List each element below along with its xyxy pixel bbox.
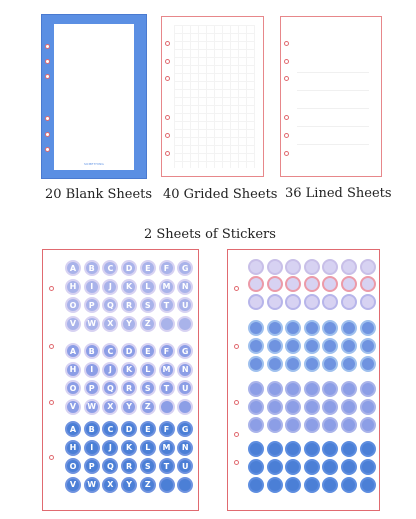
- letter-sticker: S: [140, 380, 156, 396]
- dot-sticker: [267, 276, 283, 292]
- letter-sticker: X: [102, 316, 118, 332]
- letter-sticker: V: [65, 399, 81, 415]
- dot-sticker: [248, 477, 264, 493]
- letter-sticker: O: [65, 458, 81, 474]
- punch-hole: [165, 41, 170, 46]
- punch-hole: [284, 59, 289, 64]
- dot-sticker: [322, 381, 338, 397]
- dot-sticker: [360, 276, 376, 292]
- lined-sheet: [280, 16, 382, 177]
- dot-sticker: [304, 338, 320, 354]
- alphabet-sticker-sheet: [42, 249, 199, 511]
- letter-sticker: A: [65, 421, 81, 437]
- letter-sticker: W: [84, 399, 100, 415]
- dot-sticker: [341, 276, 357, 292]
- dot-sticker: [285, 477, 301, 493]
- letter-sticker: F: [159, 343, 175, 359]
- letter-sticker: J: [102, 362, 118, 378]
- letter-sticker: N: [177, 279, 193, 295]
- dot-sticker: [341, 459, 357, 475]
- blank-sheet: [41, 14, 147, 179]
- grided-sheet: [161, 16, 264, 177]
- dot-sticker: [341, 259, 357, 275]
- dot-sticker: [304, 441, 320, 457]
- blank-sticker: [177, 316, 193, 332]
- dot-sticker: [304, 417, 320, 433]
- letter-sticker: I: [84, 440, 100, 456]
- letter-sticker: I: [84, 279, 100, 295]
- letter-sticker: E: [140, 421, 156, 437]
- letter-sticker: N: [177, 362, 193, 378]
- dot-sticker: [267, 338, 283, 354]
- letter-sticker: Q: [102, 297, 118, 313]
- letter-sticker: Y: [121, 399, 137, 415]
- dot-sticker: [304, 259, 320, 275]
- punch-hole: [165, 133, 170, 138]
- blank-sticker: [177, 477, 193, 493]
- dot-sticker: [341, 441, 357, 457]
- dot-sticker: [322, 259, 338, 275]
- dot-sticker: [267, 356, 283, 372]
- dot-sticker: [285, 338, 301, 354]
- letter-sticker: R: [121, 458, 137, 474]
- letter-sticker: J: [102, 440, 118, 456]
- letter-sticker: C: [102, 343, 118, 359]
- dot-sticker: [341, 399, 357, 415]
- dot-sticker: [248, 381, 264, 397]
- letter-sticker: B: [84, 260, 100, 276]
- punch-hole: [165, 59, 170, 64]
- letter-sticker: E: [140, 260, 156, 276]
- letter-sticker: Y: [121, 316, 137, 332]
- letter-sticker: W: [84, 316, 100, 332]
- punch-hole: [234, 400, 239, 405]
- letter-sticker: V: [65, 316, 81, 332]
- punch-hole: [165, 115, 170, 120]
- punch-hole: [284, 115, 289, 120]
- letter-sticker: D: [121, 343, 137, 359]
- dot-sticker: [285, 276, 301, 292]
- dot-sticker: [285, 399, 301, 415]
- dot-sticker: [285, 417, 301, 433]
- dot-sticker: [267, 459, 283, 475]
- ruled-line: [297, 108, 369, 109]
- punch-hole: [234, 344, 239, 349]
- letter-sticker: R: [121, 380, 137, 396]
- dot-sticker: [322, 441, 338, 457]
- dot-sticker: [304, 320, 320, 336]
- letter-sticker: P: [84, 297, 100, 313]
- letter-sticker: W: [84, 477, 100, 493]
- ruled-line: [297, 126, 369, 127]
- caption-lined: 36 Lined Sheets: [285, 186, 392, 201]
- letter-sticker: B: [84, 343, 100, 359]
- punch-hole: [284, 151, 289, 156]
- letter-sticker: H: [65, 440, 81, 456]
- dot-sticker: [304, 477, 320, 493]
- letter-sticker: P: [84, 458, 100, 474]
- letter-sticker: N: [177, 440, 193, 456]
- letter-sticker: K: [121, 440, 137, 456]
- blank-sticker: [177, 399, 193, 415]
- dot-sticker: [304, 459, 320, 475]
- letter-sticker: J: [102, 279, 118, 295]
- dot-sticker: [341, 381, 357, 397]
- letter-sticker: L: [140, 440, 156, 456]
- blank-sheet-brand: SOMETHING: [83, 162, 105, 166]
- letter-sticker: G: [177, 343, 193, 359]
- dot-sticker: [285, 381, 301, 397]
- dot-sticker: [267, 294, 283, 310]
- ruled-line: [297, 90, 369, 91]
- caption-blank: 20 Blank Sheets: [45, 187, 153, 202]
- dot-sticker: [267, 320, 283, 336]
- dot-sticker: [285, 459, 301, 475]
- dot-sticker: [360, 399, 376, 415]
- letter-sticker: T: [159, 380, 175, 396]
- punch-hole: [49, 455, 54, 460]
- dot-sticker: [322, 294, 338, 310]
- dot-sticker: [248, 441, 264, 457]
- letter-sticker: X: [102, 477, 118, 493]
- blank-sticker: [159, 477, 175, 493]
- dot-sticker: [360, 417, 376, 433]
- dot-sticker: [267, 417, 283, 433]
- dot-sticker: [285, 320, 301, 336]
- dot-sticker: [341, 320, 357, 336]
- dot-sticker: [248, 320, 264, 336]
- letter-sticker: G: [177, 421, 193, 437]
- ruled-line: [297, 144, 369, 145]
- dot-sticker: [248, 399, 264, 415]
- dot-sticker: [248, 338, 264, 354]
- letter-sticker: F: [159, 421, 175, 437]
- punch-hole: [234, 286, 239, 291]
- dot-sticker: [360, 259, 376, 275]
- punch-hole: [45, 132, 50, 137]
- letter-sticker: S: [140, 297, 156, 313]
- blank-sheet-page: [54, 24, 134, 170]
- letter-sticker: Y: [121, 477, 137, 493]
- letter-sticker: U: [177, 458, 193, 474]
- letter-sticker: H: [65, 279, 81, 295]
- letter-sticker: O: [65, 297, 81, 313]
- dot-sticker: [360, 294, 376, 310]
- grid-pattern: [174, 25, 255, 168]
- punch-hole: [165, 151, 170, 156]
- punch-hole: [49, 400, 54, 405]
- dot-sticker: [322, 320, 338, 336]
- dot-sticker: [248, 459, 264, 475]
- letter-sticker: L: [140, 279, 156, 295]
- punch-hole: [49, 344, 54, 349]
- letter-sticker: Z: [140, 477, 156, 493]
- dot-sticker: [322, 356, 338, 372]
- dot-sticker: [360, 320, 376, 336]
- letter-sticker: G: [177, 260, 193, 276]
- dot-sticker: [322, 477, 338, 493]
- dot-sticker: [248, 356, 264, 372]
- letter-sticker: S: [140, 458, 156, 474]
- letter-sticker: A: [65, 343, 81, 359]
- dot-sticker: [267, 477, 283, 493]
- punch-hole: [284, 41, 289, 46]
- letter-sticker: F: [159, 260, 175, 276]
- letter-sticker: K: [121, 362, 137, 378]
- letter-sticker: E: [140, 343, 156, 359]
- punch-hole: [284, 76, 289, 81]
- dot-sticker: [267, 441, 283, 457]
- dot-sticker: [341, 477, 357, 493]
- letter-sticker: D: [121, 421, 137, 437]
- punch-hole: [45, 147, 50, 152]
- letter-sticker: U: [177, 297, 193, 313]
- dot-sticker: [267, 259, 283, 275]
- dot-sticker: [248, 417, 264, 433]
- dot-sticker: [360, 477, 376, 493]
- blank-sticker: [159, 316, 175, 332]
- letter-sticker: T: [159, 297, 175, 313]
- dot-sticker: [267, 399, 283, 415]
- dot-sticker: [322, 399, 338, 415]
- dot-sticker: [285, 356, 301, 372]
- ruled-line: [297, 72, 369, 73]
- dot-sticker: [304, 356, 320, 372]
- punch-hole: [284, 133, 289, 138]
- dot-sticker: [304, 294, 320, 310]
- dot-sticker: [360, 459, 376, 475]
- dot-sticker: [360, 441, 376, 457]
- letter-sticker: T: [159, 458, 175, 474]
- dot-sticker: [248, 294, 264, 310]
- letter-sticker: M: [159, 440, 175, 456]
- letter-sticker: Q: [102, 458, 118, 474]
- dot-sticker: [360, 338, 376, 354]
- dot-sticker: [360, 381, 376, 397]
- dot-sticker: [304, 399, 320, 415]
- dot-sticker: [304, 381, 320, 397]
- dot-sticker: [304, 276, 320, 292]
- caption-stickers: 2 Sheets of Stickers: [144, 227, 276, 242]
- dot-sticker: [248, 259, 264, 275]
- punch-hole: [49, 286, 54, 291]
- letter-sticker: V: [65, 477, 81, 493]
- dot-sticker: [322, 459, 338, 475]
- punch-hole: [45, 44, 50, 49]
- letter-sticker: H: [65, 362, 81, 378]
- punch-hole: [45, 59, 50, 64]
- dot-sticker: [285, 259, 301, 275]
- dot-sticker: [285, 441, 301, 457]
- blank-sticker: [159, 399, 175, 415]
- letter-sticker: Z: [140, 399, 156, 415]
- letter-sticker: M: [159, 279, 175, 295]
- dot-sticker-sheet: [227, 249, 380, 511]
- letter-sticker: O: [65, 380, 81, 396]
- letter-sticker: C: [102, 260, 118, 276]
- punch-hole: [234, 460, 239, 465]
- dot-sticker: [341, 294, 357, 310]
- letter-sticker: P: [84, 380, 100, 396]
- punch-hole: [45, 74, 50, 79]
- letter-sticker: A: [65, 260, 81, 276]
- dot-sticker: [248, 276, 264, 292]
- letter-sticker: M: [159, 362, 175, 378]
- dot-sticker: [341, 417, 357, 433]
- caption-grided: 40 Grided Sheets: [163, 187, 278, 202]
- letter-sticker: Q: [102, 380, 118, 396]
- dot-sticker: [341, 338, 357, 354]
- punch-hole: [45, 116, 50, 121]
- dot-sticker: [322, 417, 338, 433]
- dot-sticker: [322, 338, 338, 354]
- punch-hole: [165, 76, 170, 81]
- dot-sticker: [341, 356, 357, 372]
- letter-sticker: R: [121, 297, 137, 313]
- letter-sticker: K: [121, 279, 137, 295]
- letter-sticker: Z: [140, 316, 156, 332]
- dot-sticker: [267, 381, 283, 397]
- dot-sticker: [360, 356, 376, 372]
- letter-sticker: I: [84, 362, 100, 378]
- punch-hole: [234, 432, 239, 437]
- letter-sticker: L: [140, 362, 156, 378]
- letter-sticker: X: [102, 399, 118, 415]
- letter-sticker: U: [177, 380, 193, 396]
- letter-sticker: D: [121, 260, 137, 276]
- letter-sticker: C: [102, 421, 118, 437]
- letter-sticker: B: [84, 421, 100, 437]
- dot-sticker: [285, 294, 301, 310]
- dot-sticker: [322, 276, 338, 292]
